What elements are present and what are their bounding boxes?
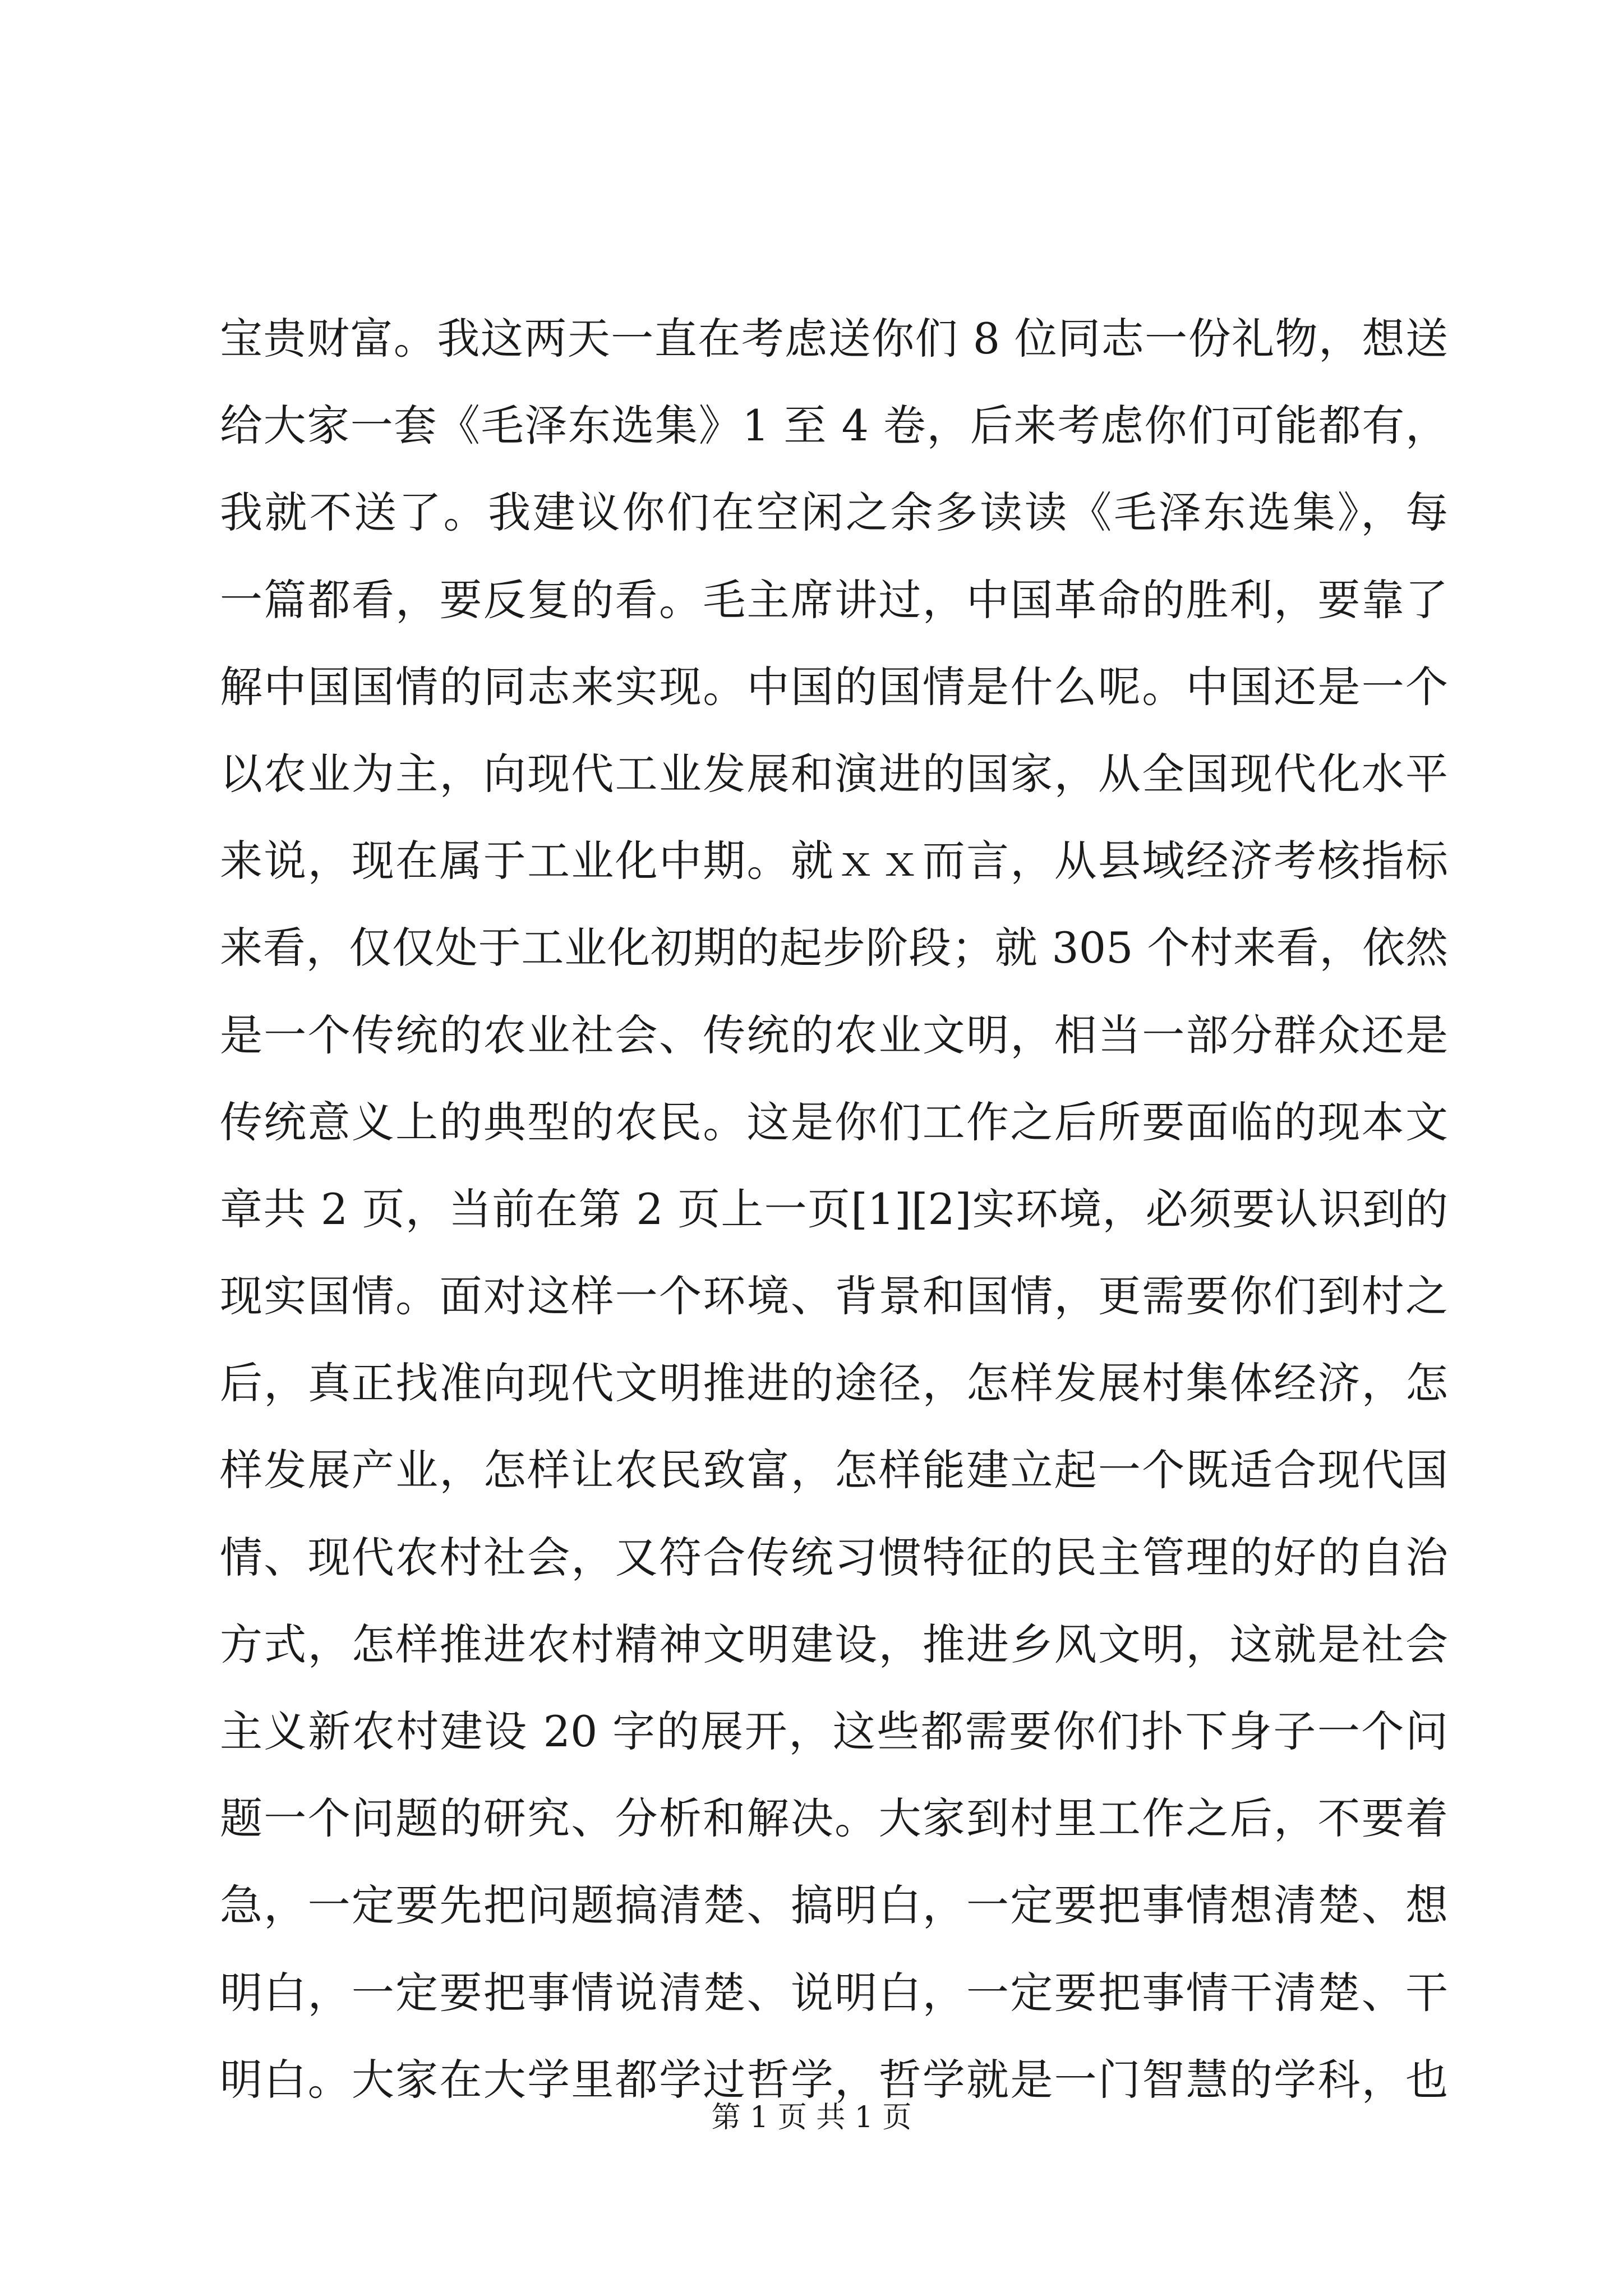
text-line-18: 题一个问题的研究、分析和解决。大家到村里工作之后，不要着: [220, 1793, 1448, 1844]
text-line-4: 一篇都看，要反复的看。毛主席讲过，中国革命的胜利，要靠了: [220, 574, 1448, 625]
text-line-12: 现实国情。面对这样一个环境、背景和国情，更需要你们到村之: [220, 1271, 1448, 1322]
text-line-21: 明白。大家在大学里都学过哲学，哲学就是一门智慧的学科，也: [220, 2054, 1448, 2105]
text-line-10: 传统意义上的典型的农民。这是你们工作之后所要面临的现本文: [220, 1097, 1448, 1147]
text-line-19: 急，一定要先把问题搞清楚、搞明白，一定要把事情想清楚、想: [220, 1880, 1448, 1931]
text-line-2: 给大家一套《毛泽东选集》1 至 4 卷，后来考虑你们可能都有，: [220, 401, 1448, 451]
text-line-15: 情、现代农村社会，又符合传统习惯特征的民主管理的好的自治: [220, 1532, 1448, 1582]
text-line-16: 方式，怎样推进农村精神文明建设，推进乡风文明，这就是社会: [220, 1619, 1448, 1669]
page-footer: 第 1 页 共 1 页: [711, 2101, 912, 2134]
text-line-5: 解中国国情的同志来实现。中国的国情是什么呢。中国还是一个: [220, 661, 1448, 712]
text-line-14: 样发展产业，怎样让农民致富，怎样能建立起一个既适合现代国: [220, 1445, 1448, 1496]
text-line-7: 来说，现在属于工业化中期。就ｘｘ而言，从县域经济考核指标: [220, 836, 1448, 886]
text-line-13: 后，真正找准向现代文明推进的途径，怎样发展村集体经济，怎: [220, 1358, 1448, 1409]
text-line-17: 主义新农村建设 20 字的展开，这些都需要你们扑下身子一个问: [220, 1706, 1448, 1756]
text-line-6: 以农业为主，向现代工业发展和演进的国家，从全国现代化水平: [220, 748, 1448, 799]
text-line-3: 我就不送了。我建议你们在空闲之余多读读《毛泽东选集》，每: [220, 487, 1448, 538]
text-line-1: 宝贵财富。我这两天一直在考虑送你们 8 位同志一份礼物，想送: [220, 314, 1448, 364]
text-line-20: 明白，一定要把事情说清楚、说明白，一定要把事情干清楚、干: [220, 1967, 1448, 2018]
body-text: [220, 295, 1448, 2123]
text-line-8: 来看，仅仅处于工业化初期的起步阶段；就 305 个村来看，依然: [220, 923, 1448, 973]
text-line-11: 章共 2 页，当前在第 2 页上一页[1][2]实环境，必须要认识到的: [220, 1184, 1448, 1234]
text-line-9: 是一个传统的农业社会、传统的农业文明，相当一部分群众还是: [220, 1010, 1448, 1060]
